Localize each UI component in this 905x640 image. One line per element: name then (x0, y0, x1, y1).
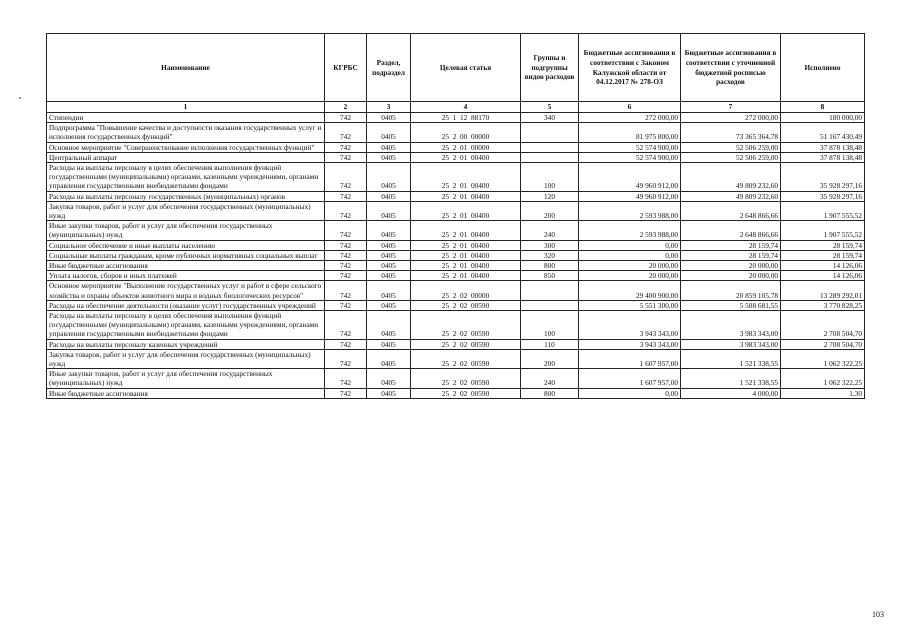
row-expense-group: 100 (521, 311, 579, 340)
row-name: Основное мероприятие "Выполнение государственных услуг и работ в сфере сельского хозяйства и охраны объектов животного мира и водных биологических ресурсов" (47, 281, 325, 300)
table-row (47, 300, 865, 310)
row-name: Закупка товаров, работ и услуг для обеспечения государственных (муниципальных) нужд (47, 349, 325, 368)
row-name: Иные закупки товаров, работ и услуг для обеспечения государственных (муниципальных) нужд (47, 369, 325, 388)
row-target-article: 25 2 02 00000 (411, 281, 521, 300)
row-kgrbs: 742 (325, 388, 367, 398)
row-kgrbs: 742 (325, 349, 367, 368)
column-number: 3 (367, 102, 411, 113)
row-executed-amount: 180 000,00 (781, 113, 865, 123)
row-executed-amount: 1 062 322,25 (781, 369, 865, 388)
row-law-amount: 20 000,00 (579, 261, 681, 271)
column-number: 7 (681, 102, 781, 113)
row-name: Расходы на выплаты персоналу в целях обеспечения выполнения функций государственными (муниципальными) органами, казенными учреждениями, органами управления государственными внебюджетными фондами (47, 163, 325, 192)
row-plan-amount: 5 508 681,55 (681, 300, 781, 310)
row-section: 0405 (367, 142, 411, 152)
row-expense-group: 340 (521, 113, 579, 123)
row-target-article: 25 2 02 00590 (411, 300, 521, 310)
row-expense-group: 850 (521, 271, 579, 281)
row-target-article: 25 2 02 00590 (411, 311, 521, 340)
header-cell: Наименование (47, 34, 325, 102)
row-plan-amount: 52 506 259,00 (681, 152, 781, 162)
header-cell: Бюджетные ассигнования в соответствии с Законом Калужской области от 04.12.2017 № 278-ОЗ (579, 34, 681, 102)
row-name: Основное мероприятие "Совершенствование исполнения государственных функций" (47, 142, 325, 152)
column-number: 6 (579, 102, 681, 113)
column-number: 2 (325, 102, 367, 113)
row-kgrbs: 742 (325, 240, 367, 250)
row-name: Иные бюджетные ассигнования (47, 261, 325, 271)
row-section: 0405 (367, 369, 411, 388)
page-number: 103 (872, 610, 884, 619)
budget-table (46, 33, 865, 399)
row-executed-amount: 1 907 555,52 (781, 221, 865, 240)
row-target-article: 25 2 01 00400 (411, 152, 521, 162)
row-law-amount: 3 943 343,00 (579, 339, 681, 349)
row-target-article: 25 1 12 88170 (411, 113, 521, 123)
row-plan-amount: 1 521 338,55 (681, 369, 781, 388)
table-row (47, 311, 865, 340)
column-number: 4 (411, 102, 521, 113)
row-name: Закупка товаров, работ и услуг для обеспечения государственных (муниципальных) нужд (47, 201, 325, 220)
table-row (47, 191, 865, 201)
row-name: Расходы на выплаты персоналу казенных учреждений (47, 339, 325, 349)
table-row (47, 369, 865, 388)
row-target-article: 25 2 02 00590 (411, 349, 521, 368)
row-plan-amount: 2 648 866,66 (681, 201, 781, 220)
row-executed-amount: 2 708 504,70 (781, 311, 865, 340)
row-executed-amount: 2 708 504,70 (781, 339, 865, 349)
row-expense-group: 320 (521, 250, 579, 260)
row-expense-group: 800 (521, 261, 579, 271)
row-plan-amount: 1 521 338,55 (681, 349, 781, 368)
row-target-article: 25 2 02 00590 (411, 339, 521, 349)
row-plan-amount: 4 000,00 (681, 388, 781, 398)
table-row (47, 152, 865, 162)
row-law-amount: 49 960 912,00 (579, 163, 681, 192)
row-plan-amount: 52 506 259,00 (681, 142, 781, 152)
header-cell: Целевая статья (411, 34, 521, 102)
row-plan-amount: 272 000,00 (681, 113, 781, 123)
row-section: 0405 (367, 339, 411, 349)
table-row (47, 349, 865, 368)
row-section: 0405 (367, 261, 411, 271)
row-executed-amount: 1 907 555,52 (781, 201, 865, 220)
margin-mark (19, 97, 21, 99)
row-plan-amount: 49 809 232,60 (681, 191, 781, 201)
row-executed-amount: 14 126,06 (781, 261, 865, 271)
row-name: Расходы на выплаты персоналу в целях обеспечения выполнения функций государственными (муниципальными) органами, казенными учреждениями, органами управления государственными внебюджетными фондами (47, 311, 325, 340)
row-executed-amount: 37 878 138,48 (781, 152, 865, 162)
row-expense-group: 240 (521, 369, 579, 388)
row-kgrbs: 742 (325, 113, 367, 123)
row-plan-amount: 3 983 343,00 (681, 311, 781, 340)
row-expense-group (521, 300, 579, 310)
row-section: 0405 (367, 201, 411, 220)
header-cell: Бюджетные ассигнования в соответствии с уточненной бюджетной росписью расходов (681, 34, 781, 102)
row-name: Центральный аппарат (47, 152, 325, 162)
table-row (47, 142, 865, 152)
table-row (47, 201, 865, 220)
row-law-amount: 29 400 900,00 (579, 281, 681, 300)
row-executed-amount: 1 062 322,25 (781, 349, 865, 368)
row-executed-amount: 28 159,74 (781, 250, 865, 260)
column-number: 1 (47, 102, 325, 113)
row-law-amount: 272 000,00 (579, 113, 681, 123)
row-law-amount: 3 943 343,00 (579, 311, 681, 340)
table-row (47, 339, 865, 349)
table-row (47, 261, 865, 271)
row-law-amount: 0,00 (579, 250, 681, 260)
row-law-amount: 1 607 957,00 (579, 349, 681, 368)
row-kgrbs: 742 (325, 311, 367, 340)
row-law-amount: 1 607 957,00 (579, 369, 681, 388)
table-row (47, 163, 865, 192)
row-plan-amount: 20 000,00 (681, 261, 781, 271)
row-executed-amount: 1,30 (781, 388, 865, 398)
row-section: 0405 (367, 250, 411, 260)
row-expense-group: 200 (521, 201, 579, 220)
row-law-amount: 49 960 912,00 (579, 191, 681, 201)
row-plan-amount: 2 648 866,66 (681, 221, 781, 240)
row-expense-group: 300 (521, 240, 579, 250)
row-section: 0405 (367, 281, 411, 300)
row-name: Стипендии (47, 113, 325, 123)
row-plan-amount: 73 365 364,78 (681, 123, 781, 142)
row-section: 0405 (367, 113, 411, 123)
row-law-amount: 52 574 900,00 (579, 142, 681, 152)
table-row (47, 221, 865, 240)
row-target-article: 25 2 01 00400 (411, 163, 521, 192)
row-target-article: 25 2 00 00000 (411, 123, 521, 142)
table-row (47, 250, 865, 260)
table-row (47, 281, 865, 300)
row-kgrbs: 742 (325, 271, 367, 281)
row-kgrbs: 742 (325, 300, 367, 310)
column-number: 5 (521, 102, 579, 113)
row-executed-amount: 14 126,06 (781, 271, 865, 281)
row-expense-group: 120 (521, 191, 579, 201)
row-section: 0405 (367, 152, 411, 162)
row-law-amount: 20 000,00 (579, 271, 681, 281)
row-law-amount: 52 574 900,00 (579, 152, 681, 162)
row-law-amount: 0,00 (579, 240, 681, 250)
row-kgrbs: 742 (325, 123, 367, 142)
table-row (47, 271, 865, 281)
row-target-article: 25 2 01 00400 (411, 261, 521, 271)
row-expense-group: 800 (521, 388, 579, 398)
row-law-amount: 0,00 (579, 388, 681, 398)
row-section: 0405 (367, 240, 411, 250)
row-target-article: 25 2 01 00400 (411, 191, 521, 201)
row-plan-amount: 28 159,74 (681, 250, 781, 260)
row-section: 0405 (367, 123, 411, 142)
row-plan-amount: 28 159,74 (681, 240, 781, 250)
row-law-amount: 2 593 988,00 (579, 221, 681, 240)
row-plan-amount: 49 809 232,60 (681, 163, 781, 192)
column-number-row (47, 102, 865, 113)
row-law-amount: 5 551 300,00 (579, 300, 681, 310)
row-section: 0405 (367, 221, 411, 240)
row-section: 0405 (367, 271, 411, 281)
row-kgrbs: 742 (325, 369, 367, 388)
row-expense-group (521, 142, 579, 152)
row-law-amount: 2 593 988,00 (579, 201, 681, 220)
row-target-article: 25 2 02 00590 (411, 388, 521, 398)
row-expense-group (521, 281, 579, 300)
row-name: Расходы на выплаты персоналу государственных (муниципальных) органов (47, 191, 325, 201)
row-executed-amount: 51 167 430,49 (781, 123, 865, 142)
row-expense-group: 100 (521, 163, 579, 192)
row-kgrbs: 742 (325, 191, 367, 201)
row-target-article: 25 2 01 00400 (411, 250, 521, 260)
row-section: 0405 (367, 311, 411, 340)
row-expense-group: 240 (521, 221, 579, 240)
row-law-amount: 81 975 800,00 (579, 123, 681, 142)
row-kgrbs: 742 (325, 142, 367, 152)
row-executed-amount: 13 289 292,01 (781, 281, 865, 300)
row-kgrbs: 742 (325, 281, 367, 300)
row-target-article: 25 2 01 00400 (411, 271, 521, 281)
row-kgrbs: 742 (325, 339, 367, 349)
row-expense-group (521, 152, 579, 162)
header-cell: Группы и подгруппы видов расходов (521, 34, 579, 102)
row-name: Иные бюджетные ассигнования (47, 388, 325, 398)
row-target-article: 25 2 01 00400 (411, 221, 521, 240)
column-number: 8 (781, 102, 865, 113)
row-executed-amount: 37 878 138,48 (781, 142, 865, 152)
row-kgrbs: 742 (325, 250, 367, 260)
row-name: Расходы на обеспечение деятельности (оказание услуг) государственных учреждений (47, 300, 325, 310)
row-executed-amount: 28 159,74 (781, 240, 865, 250)
table-row (47, 123, 865, 142)
table-row (47, 388, 865, 398)
row-plan-amount: 20 859 105,78 (681, 281, 781, 300)
row-executed-amount: 35 928 297,16 (781, 163, 865, 192)
table-row (47, 240, 865, 250)
row-section: 0405 (367, 163, 411, 192)
header-row (47, 34, 865, 102)
table-row (47, 113, 865, 123)
row-kgrbs: 742 (325, 152, 367, 162)
table-body (47, 113, 865, 399)
row-target-article: 25 2 01 00000 (411, 142, 521, 152)
row-executed-amount: 3 770 828,25 (781, 300, 865, 310)
header-cell: КГРБС (325, 34, 367, 102)
row-kgrbs: 742 (325, 261, 367, 271)
row-section: 0405 (367, 388, 411, 398)
row-section: 0405 (367, 349, 411, 368)
row-executed-amount: 35 928 297,16 (781, 191, 865, 201)
row-name: Уплата налогов, сборов и иных платежей (47, 271, 325, 281)
row-expense-group (521, 123, 579, 142)
row-section: 0405 (367, 300, 411, 310)
header-cell: Исполнено (781, 34, 865, 102)
row-plan-amount: 3 983 343,00 (681, 339, 781, 349)
row-plan-amount: 20 000,00 (681, 271, 781, 281)
row-kgrbs: 742 (325, 201, 367, 220)
row-kgrbs: 742 (325, 163, 367, 192)
row-name: Подпрограмма "Повышение качества и доступности оказания государственных услуг и исполнения государственных функций" (47, 123, 325, 142)
row-name: Социальные выплаты гражданам, кроме публичных нормативных социальных выплат (47, 250, 325, 260)
row-expense-group: 200 (521, 349, 579, 368)
row-target-article: 25 2 01 00400 (411, 240, 521, 250)
row-target-article: 25 2 01 00400 (411, 201, 521, 220)
row-kgrbs: 742 (325, 221, 367, 240)
row-section: 0405 (367, 191, 411, 201)
row-target-article: 25 2 02 00590 (411, 369, 521, 388)
row-name: Иные закупки товаров, работ и услуг для обеспечения государственных (муниципальных) нужд (47, 221, 325, 240)
row-name: Социальное обеспечение и иные выплаты населению (47, 240, 325, 250)
header-cell: Раздел, подраздел (367, 34, 411, 102)
row-expense-group: 110 (521, 339, 579, 349)
